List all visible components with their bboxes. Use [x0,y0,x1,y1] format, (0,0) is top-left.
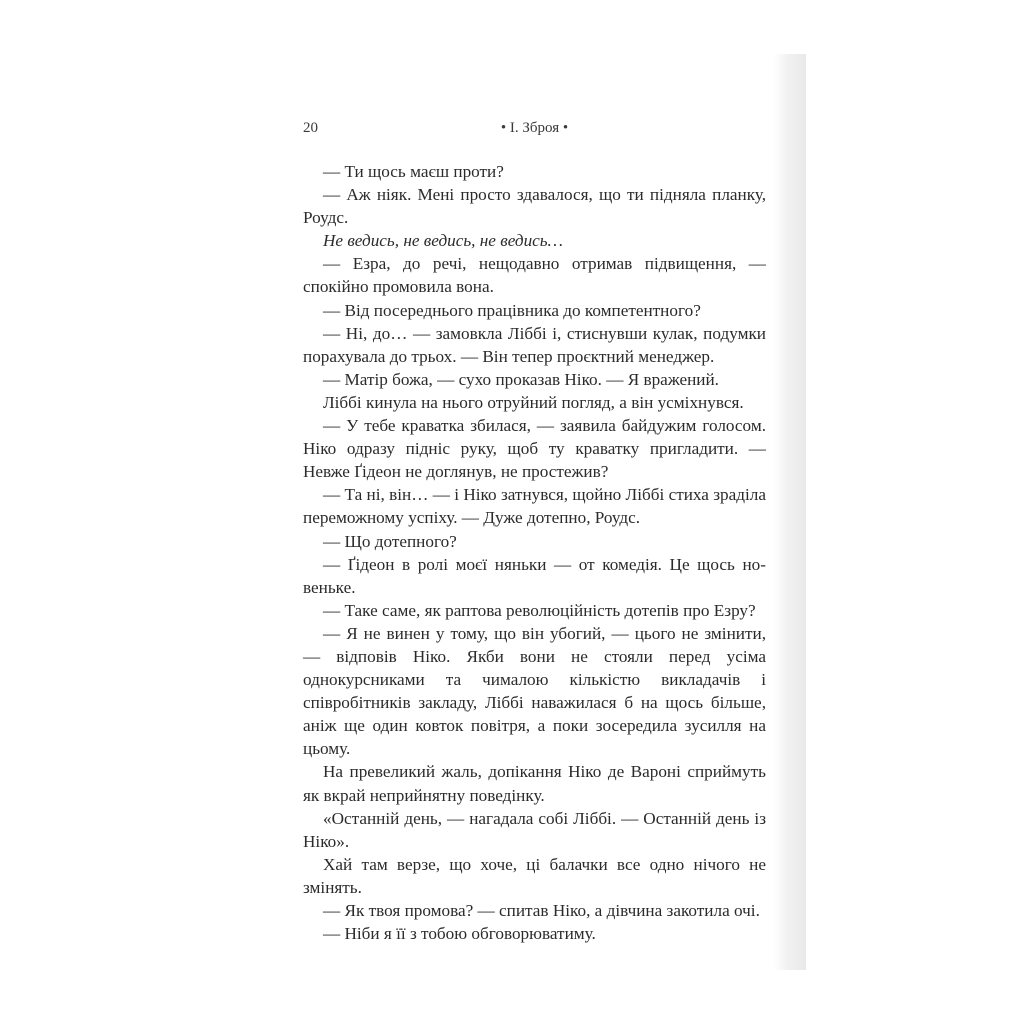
paragraph: Ліббі кинула на нього отруйний погляд, а він усміхнувся. [323,392,744,412]
paragraph-italic: Не ведись, не ведись, не ведись… [323,231,563,251]
paragraph: — Матір божа, — сухо проказав Ніко. — Я вражений. [323,369,719,389]
paragraph: Хай там верзе, що хоче, ці балачки все одно нічого не змінять. [303,854,766,897]
paragraph: — Аж ніяк. Мені просто здавалося, що ти підняла планку, Роудс. [303,185,766,228]
paragraph: — Таке саме, як раптова революційність дотепів про Езру? [323,600,756,620]
paragraph: На превеликий жаль, допікання Ніко де Вароні сприймуть як вкрай неприйнятну поведінку. [303,762,766,805]
paragraph: — Як твоя промова? — спитав Ніко, а дівчина закотила очі. [323,901,760,920]
page-number: 20 [303,120,318,136]
paragraph: — Що дотепного? [323,531,457,551]
paragraph: — Я не винен у тому, що він убогий, — цього не змінити, — відповів Ніко. Якби вони не стояли перед усіма однокурсниками та чималою кількістю викладачів і співробітників закладу, Ліббі наважилася б на щось більше, аніж ще один ковток повітря, а поки зосередила зусилля на цьому. [303,623,766,759]
paragraph: — Езра, до речі, нещодавно отримав підвищення, — спокійно промовила вона. [303,254,766,297]
paragraph: — Ні, до… — замовкла Ліббі і, стиснувши кулак, подумки порахувала до трьох. — Він тепер проєктний менеджер. [303,323,766,366]
running-head [303,120,766,140]
body-text [303,160,766,945]
paragraph: — Ґідеон в ролі моєї няньки — от комедія. Це щось новеньке. [303,554,766,597]
paragraph: — Та ні, він… — і Ніко затнувся, щойно Ліббі стиха зраділа переможному успіху. — Дуже дотепно, Роудс. [303,485,766,528]
paragraph: — У тебе краватка збилася, — заявила байдужим голосом. Ніко одразу підніс руку, щоб ту краватку пригладити. — Невже Ґідеон не доглянув, не простежив? [303,416,766,482]
paragraph: — Ніби я її з тобою обговорюватиму. [323,924,596,944]
paragraph: — Від посереднього працівника до компетентного? [323,300,701,320]
page-edge-shadow [773,54,806,970]
paragraph: «Останній день, — нагадала собі Ліббі. — Останній день із Ніко». [303,808,766,851]
chapter-title: • I. Зброя • [500,120,569,136]
paragraph: — Ти щось маєш проти? [323,162,504,181]
